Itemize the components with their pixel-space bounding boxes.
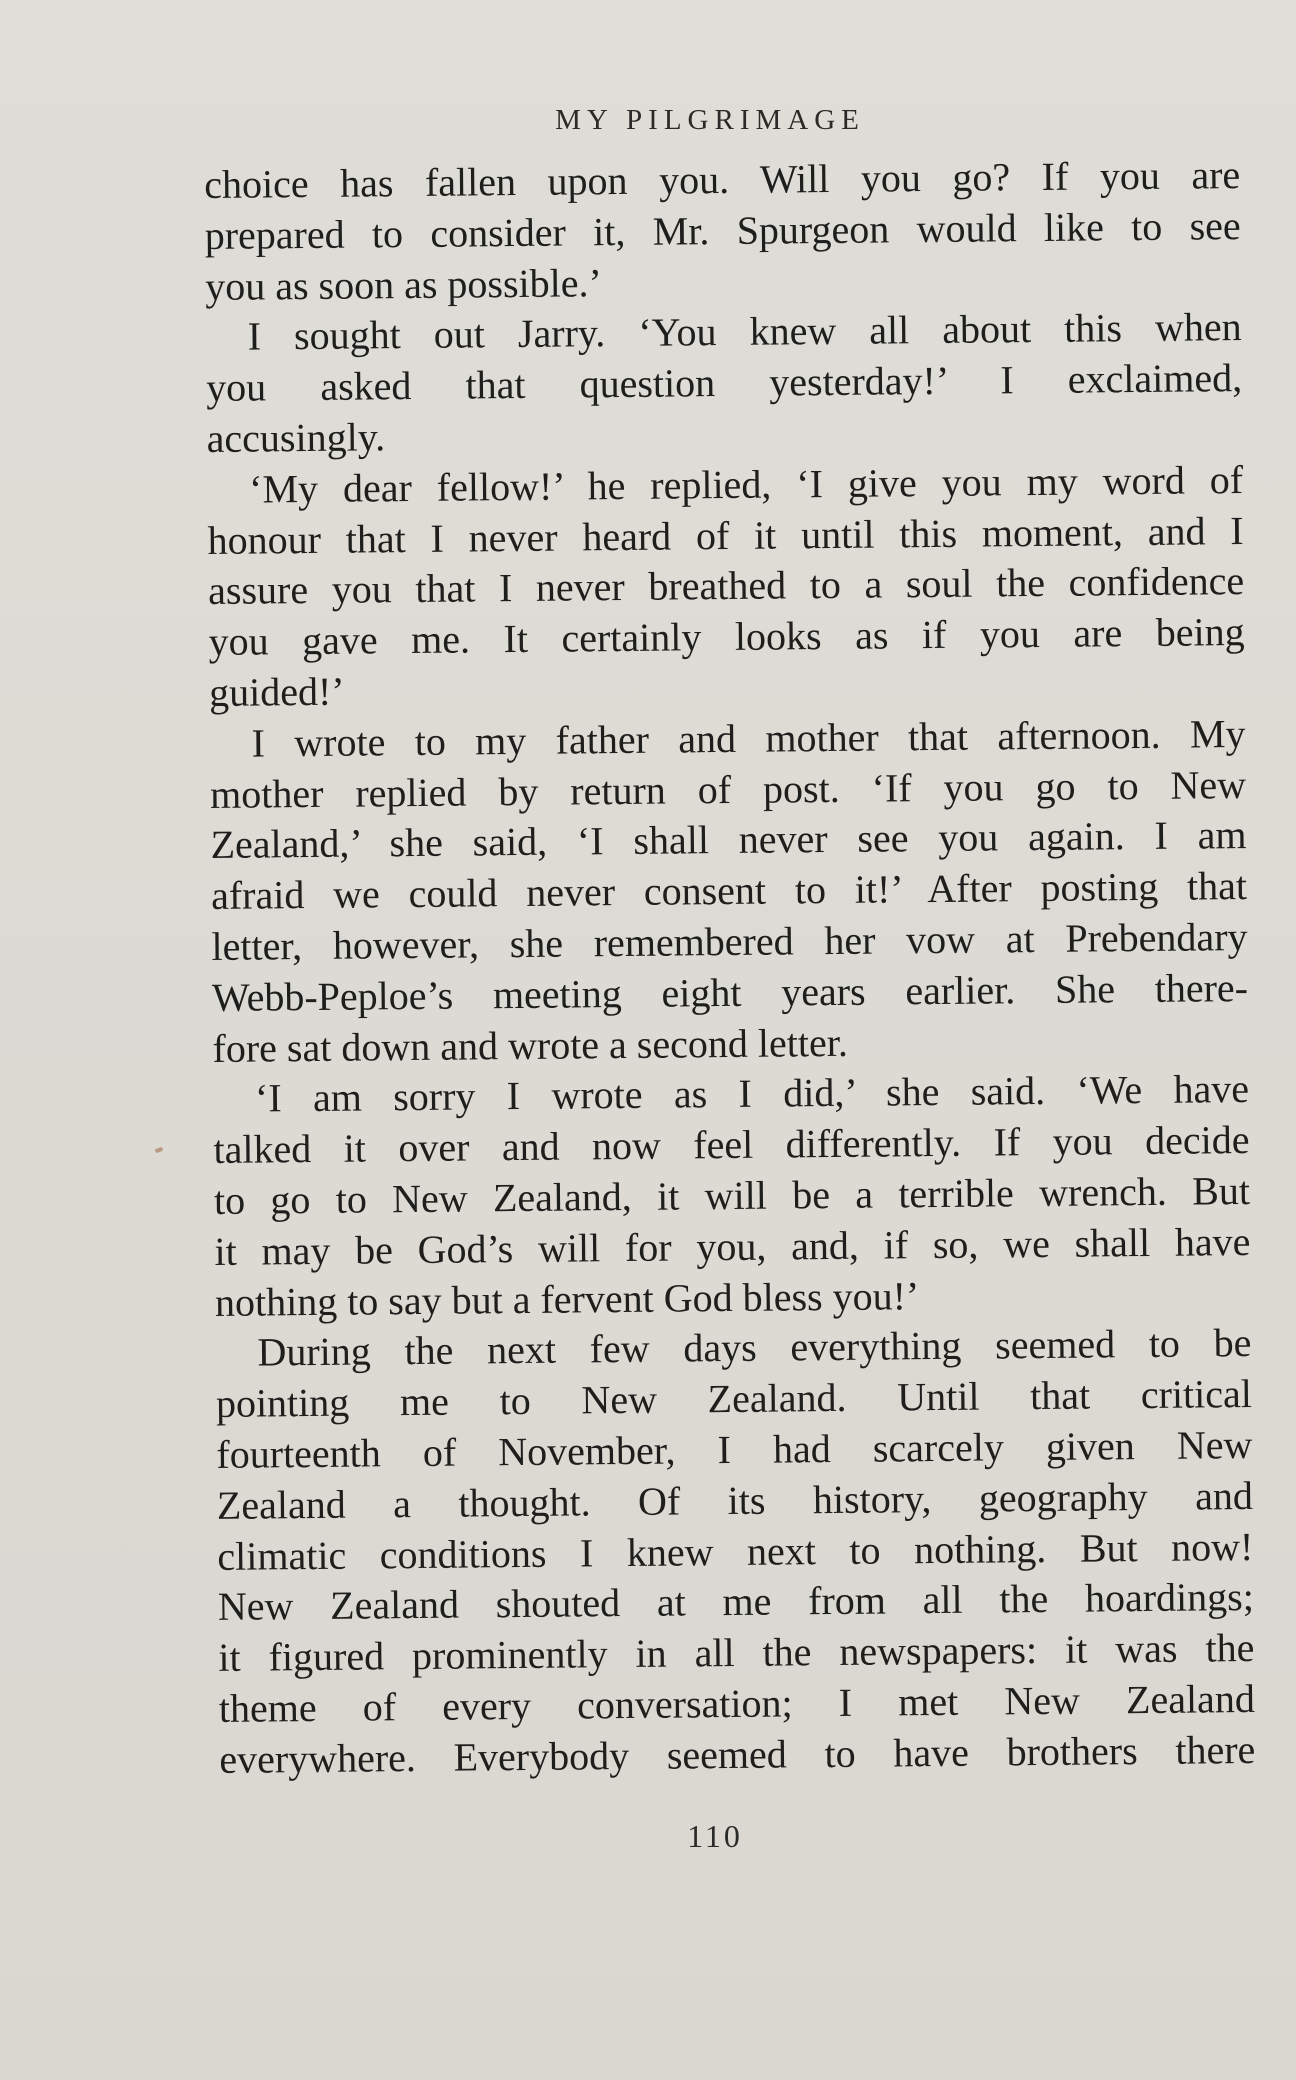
text-line: it figured prominently in all the newspapers: it was the <box>218 1625 1255 1681</box>
text-line: theme of every conversation; I met New Zealand <box>218 1675 1256 1731</box>
text-line: talked it over and now feel differently. If you decide <box>213 1117 1250 1173</box>
text-line: everywhere. Everybody seemed to have brothers there <box>219 1726 1256 1782</box>
text-line: New Zealand shouted at me from all the hoardings; <box>217 1574 1255 1630</box>
text-line: I sought out Jarry. ‘You knew all about this when <box>247 304 1242 359</box>
text-line: accusingly. <box>206 414 386 461</box>
text-line: assure you that I never breathed to a soul the confidence <box>207 558 1245 614</box>
text-line: you asked that question yesterday!’ I exclaimed, <box>205 355 1243 411</box>
paragraph-5 <box>213 1064 1251 1328</box>
text-line: Zealand a thought. Of its history, geography and <box>216 1472 1254 1528</box>
text-line: afraid we could never consent to it!’ After posting that <box>210 863 1248 919</box>
text-line: honour that I never heard of it until this moment, and I <box>207 507 1244 563</box>
text-line: letter, however, she remembered her vow at Prebendary <box>211 913 1248 969</box>
text-line: climatic conditions I knew next to nothing. But now! <box>217 1523 1254 1579</box>
text-line: ‘I am sorry I wrote as I did,’ she said. ‘We have <box>254 1066 1250 1121</box>
text-line: Webb-Peploe’s meeting eight years earlier. She there- <box>211 964 1249 1020</box>
text-line: mother replied by return of post. ‘If you go to New <box>209 761 1247 817</box>
text-line: I wrote to my father and mother that afternoon. My <box>251 710 1246 766</box>
text-line: Zealand,’ she said, ‘I shall never see you again. I am <box>210 812 1247 868</box>
paragraph-1 <box>204 150 1241 312</box>
text-line: fore sat down and wrote a second letter. <box>212 1019 849 1071</box>
text-line: you as soon as possible.’ <box>204 259 603 309</box>
text-line: nothing to say but a fervent God bless you!’ <box>214 1272 920 1325</box>
text-line: prepared to consider it, Mr. Spurgeon would like to see <box>204 202 1241 258</box>
paragraph-2 <box>205 302 1242 464</box>
paragraph-6 <box>215 1318 1255 1785</box>
text-line: pointing me to New Zealand. Until that critical <box>215 1371 1253 1427</box>
running-head: MY PILGRIMAGE <box>555 104 865 136</box>
page-number: 110 <box>687 1818 743 1854</box>
paragraph-4 <box>209 709 1248 1075</box>
text-line: it may be God’s will for you, and, if so, we shall have <box>214 1218 1251 1274</box>
text-line: to go to New Zealand, it will be a terrible wrench. But <box>213 1167 1251 1223</box>
text-line: During the next few days everything seemed to be <box>257 1320 1252 1375</box>
text-line: guided!’ <box>208 668 345 715</box>
paragraph-3 <box>207 455 1245 719</box>
body-text <box>204 150 1256 1785</box>
text-line: fourteenth of November, I had scarcely given New <box>216 1421 1253 1477</box>
text-line: ‘My dear fellow!’ he replied, ‘I give you my word of <box>248 456 1244 512</box>
text-line: you gave me. It certainly looks as if you are being <box>208 609 1245 665</box>
margin-mark <box>155 1147 164 1153</box>
text-line: choice has fallen upon you. Will you go? If you are <box>204 152 1241 207</box>
